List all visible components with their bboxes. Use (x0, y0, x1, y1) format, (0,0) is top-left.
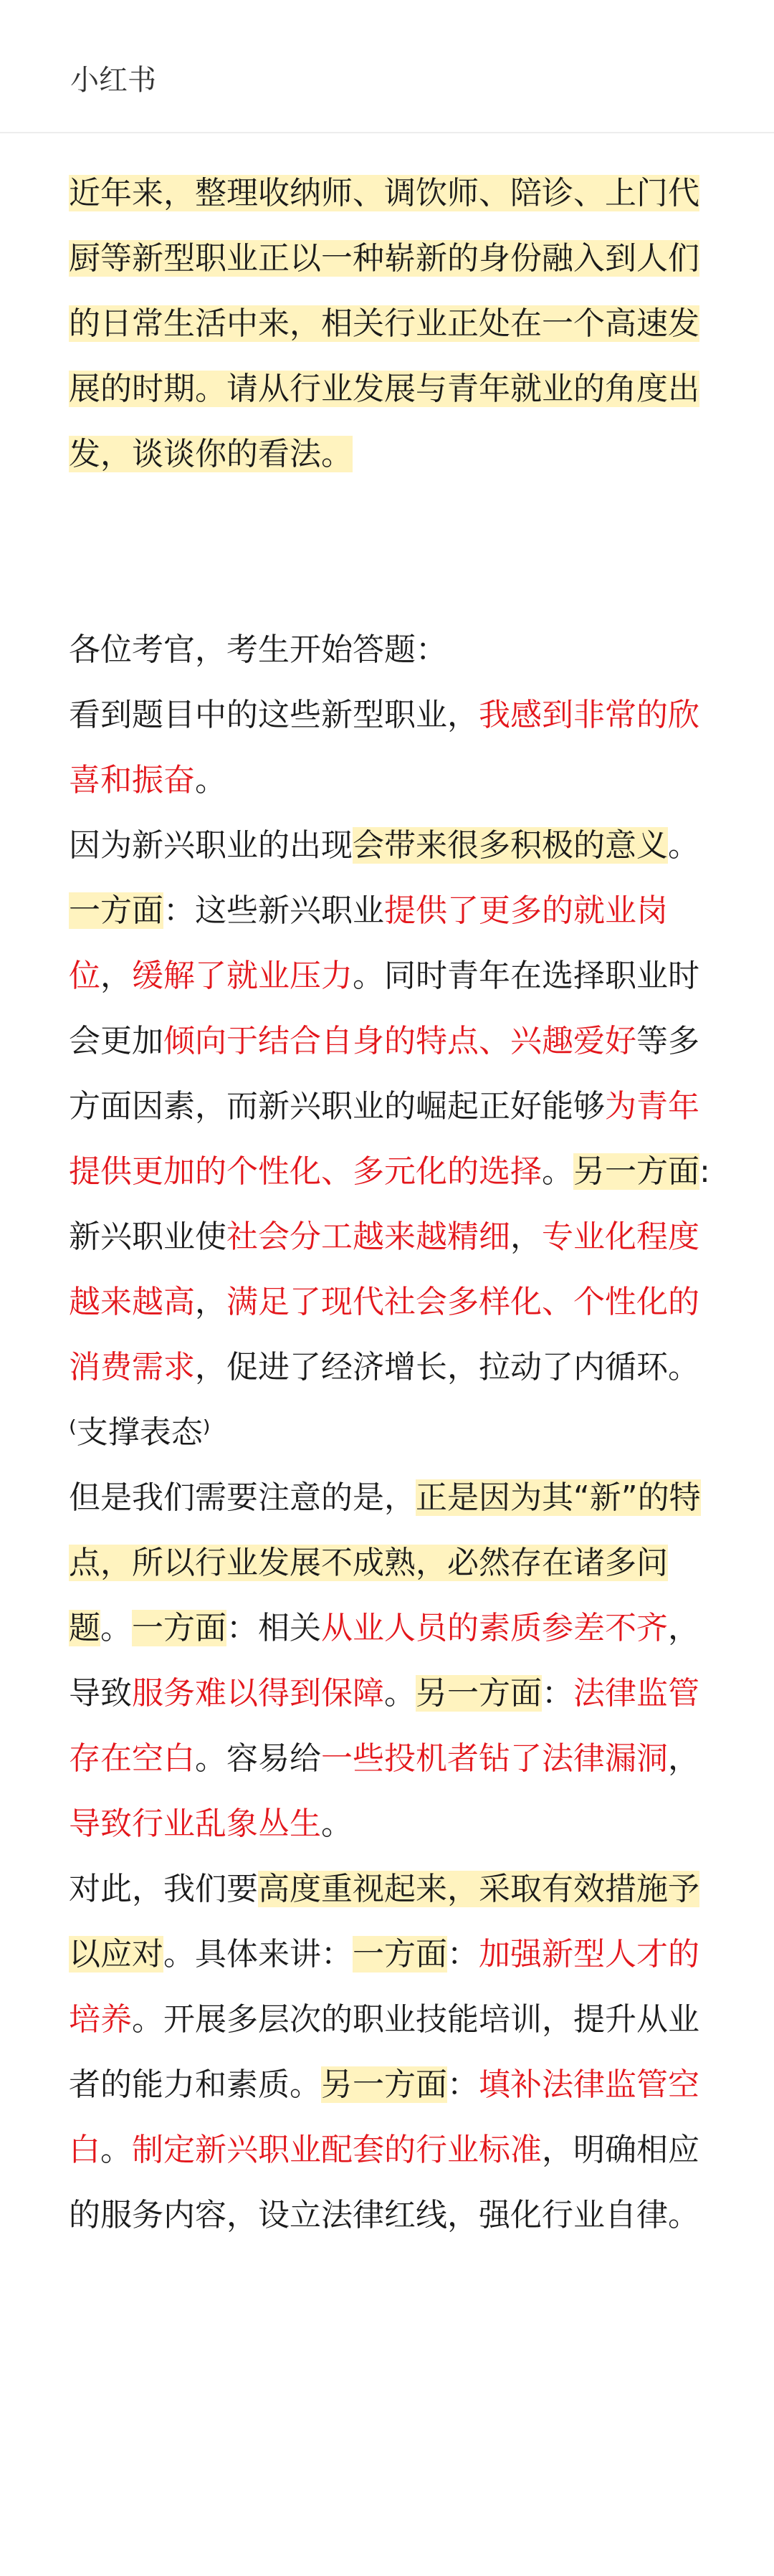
highlighted-text: 会带来很多积极的意义 (353, 827, 668, 864)
answer-text: ， (668, 1740, 699, 1777)
answer-paragraph (69, 682, 714, 813)
key-point-text: 倾向于结合自身的特点、兴趣爱好 (163, 1023, 636, 1059)
answer-text: ， (510, 1218, 542, 1255)
answer-text: ： (542, 1675, 573, 1712)
answer-text: ，促进了经济增长，拉动了内循环。⁽支撑表态⁾ (69, 1349, 699, 1451)
answer-text: 。 (542, 1153, 573, 1190)
key-point-text: 法律监管存在空白 (69, 1675, 699, 1777)
answer-text: ： (447, 1936, 479, 1972)
answer-text: ， (195, 1284, 226, 1320)
highlighted-text: 一方面 (353, 1936, 447, 1972)
answer-paragraph (69, 1856, 714, 2248)
key-point-text: 加强新型人才的培养 (69, 1936, 699, 2038)
answer-paragraph (69, 617, 714, 682)
key-point-text: 满足了现代社会多样化、个性化的消费需求 (69, 1284, 699, 1385)
answer-text: 但是我们需要注意的是， (69, 1479, 416, 1516)
highlighted-text: 另一方面 (416, 1675, 542, 1712)
answer-text: 。 (100, 2132, 132, 2168)
answer-text: ，导致 (69, 1610, 699, 1712)
answer-text: 。 (195, 762, 226, 798)
answer-text: ：相关 (226, 1610, 321, 1646)
key-point-text: 导致行业乱象丛生 (69, 1805, 321, 1842)
answer-text: 因为新兴职业的出现 (69, 827, 353, 864)
answer-paragraph (69, 1465, 714, 1856)
answer-text: 。 (321, 1805, 353, 1842)
question-text: 近年来，整理收纳师、调饮师、陪诊、上门代厨等新型职业正以一种崭新的身份融入到人们的日常生活中来，相关行业正处在一个高速发展的时期。请从行业发展与青年就业的角度出发，谈谈你的看法。 (69, 175, 699, 472)
key-point-text: 社会分工越来越精细 (226, 1218, 510, 1255)
highlighted-text: 另一方面 (573, 1153, 699, 1190)
answer-text: ， (100, 958, 132, 994)
app-title: 小红书 (70, 64, 156, 97)
answer-text: 等多方面因素，而新兴职业的崛起正好能够 (69, 1023, 699, 1125)
key-point-text: 专业化程度越来越高 (69, 1218, 699, 1320)
key-point-text: 为青年提供更加的个性化、多元化的选择 (69, 1088, 699, 1190)
key-point-text: 制定新兴职业配套的行业标准 (132, 2132, 542, 2168)
answer-text: 各位考官，考生开始答题： (69, 631, 447, 668)
answer-text: 对此，我们要 (69, 1871, 258, 1907)
key-point-text: 缓解了就业压力 (132, 958, 353, 994)
highlighted-text: 高度重视起来，采取有效措施予以应对 (69, 1871, 699, 1972)
key-point-text: 服务难以得到保障 (132, 1675, 384, 1712)
answer-paragraph (69, 813, 714, 878)
key-point-text: 填补法律监管空白 (69, 2066, 699, 2168)
answer-text: 。具体来讲： (163, 1936, 353, 1972)
answer-paragraph (69, 878, 714, 1465)
highlighted-text: 正是因为其“新”的特点，所以行业发展不成熟，必然存在诸多问题 (69, 1479, 701, 1646)
note-content (69, 161, 714, 2248)
answer-text: 。 (384, 1675, 416, 1712)
key-point-text: 一些投机者钻了法律漏洞 (321, 1740, 668, 1777)
answer-body (69, 617, 714, 2248)
answer-text: 。开展多层次的职业技能培训，提升从业者的能力和素质。 (69, 2001, 699, 2103)
answer-text: 。 (100, 1610, 132, 1646)
answer-text: 。同时青年在选择职业时会更加 (69, 958, 699, 1059)
answer-text: 。 (668, 827, 699, 864)
answer-text: 看到题目中的这些新型职业， (69, 697, 479, 733)
highlighted-text: 一方面 (132, 1610, 226, 1646)
highlighted-text: 一方面 (69, 892, 163, 929)
highlighted-text: 另一方面 (321, 2066, 447, 2103)
app-header (0, 0, 774, 133)
answer-text: ：这些新兴职业 (163, 892, 384, 929)
paragraph-spacer (69, 487, 714, 617)
key-point-text: 提供了更多的就业岗位 (69, 892, 668, 994)
key-point-text: 从业人员的素质参差不齐 (321, 1610, 668, 1646)
answer-text: ，明确相应的服务内容，设立法律红线，强化行业自律。 (69, 2132, 699, 2233)
answer-text: ： (447, 2066, 479, 2103)
question-paragraph (69, 161, 714, 487)
answer-text: 。容易给 (195, 1740, 321, 1777)
answer-text: :新兴职业使 (69, 1153, 710, 1255)
key-point-text: 我感到非常的欣喜和振奋 (69, 697, 699, 798)
